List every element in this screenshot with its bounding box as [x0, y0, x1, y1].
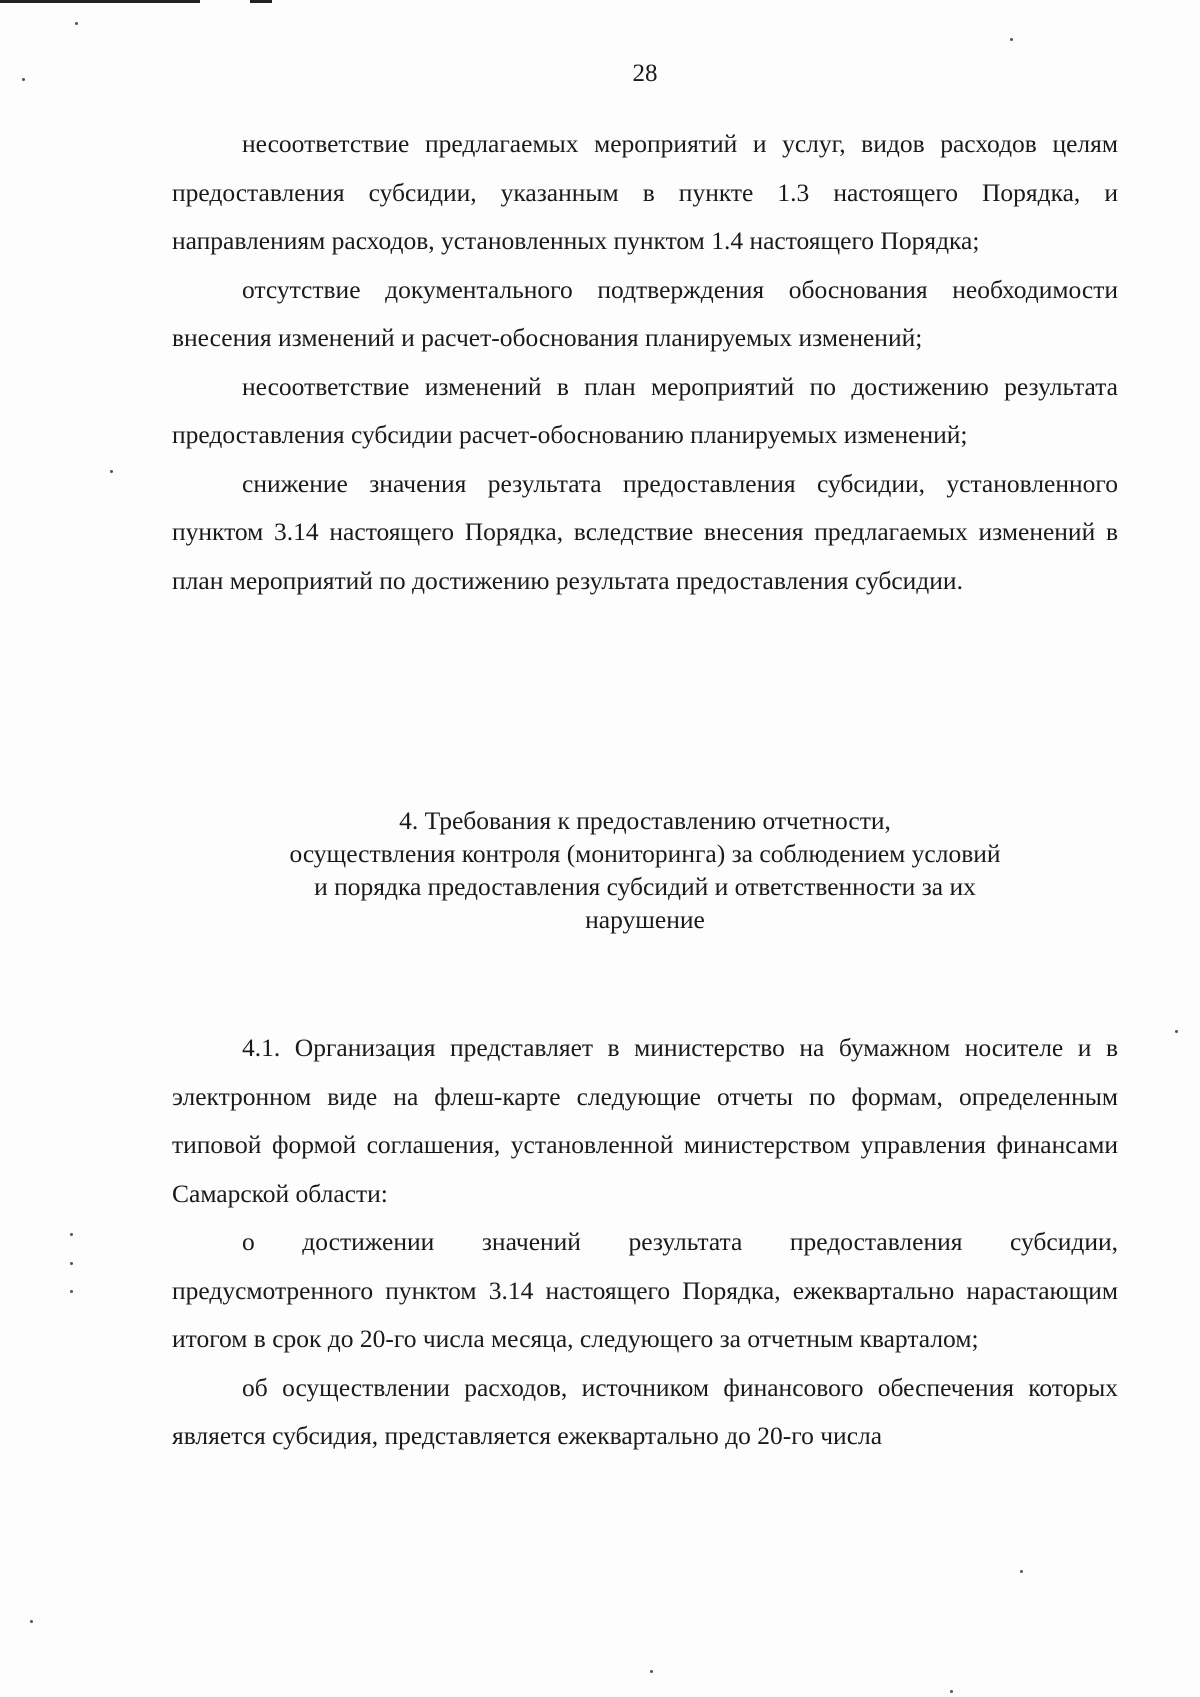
scan-speck — [70, 1262, 73, 1265]
scan-speck — [22, 78, 25, 81]
scan-speck — [30, 1620, 33, 1623]
scan-speck — [70, 1290, 73, 1293]
scan-speck — [110, 470, 113, 473]
scan-speck — [1010, 38, 1013, 41]
scan-speck — [1020, 1570, 1023, 1573]
section-heading-line: нарушение — [585, 905, 705, 934]
scan-edge-mark — [0, 0, 200, 3]
scan-speck — [650, 1670, 653, 1673]
body-text-bottom — [172, 1024, 1118, 1461]
paragraph: несоответствие предлагаемых мероприятий и услуг, видов расходов целям предоставления субсидии, указанным в пункте 1.3 настоящего Порядка, и направлениям расходов, установленных пунктом 1.4 настоящего Порядка; — [172, 129, 1118, 255]
scan-edge-mark — [250, 0, 272, 3]
section-heading-line: 4. Требования к предоставлению отчетности, — [399, 806, 891, 835]
body-text-top — [172, 120, 1118, 605]
scan-speck — [950, 1690, 953, 1693]
page-number: 28 — [632, 60, 658, 87]
scan-speck — [1175, 1030, 1178, 1033]
scan-speck — [70, 1233, 73, 1236]
paragraph: отсутствие документального подтверждения обоснования необходимости внесения изменений и расчет-обоснования планируемых изменений; — [172, 274, 1118, 352]
paragraph: о достижении значений результата предоставления субсидии, предусмотренного пунктом 3.14 настоящего Порядка, ежеквартально нарастающим итогом в срок до 20-го числа месяца, следующего за отчетным кварталом; — [172, 1227, 1118, 1353]
paragraph: 4.1. Организация представляет в министерство на бумажном носителе и в электронном виде на флеш-карте следующие отчеты по формам, определенным типовой формой соглашения, установленной министерством управления финансами Самарской области: — [172, 1033, 1118, 1208]
section-heading-line: осуществления контроля (мониторинга) за соблюдением условий — [289, 839, 1001, 868]
paragraph: снижение значения результата предоставления субсидии, установленного пунктом 3.14 настоящего Порядка, вследствие внесения предлагаемых изменений в план мероприятий по достижению результата предоставления субсидии. — [172, 468, 1118, 595]
section-heading-line: и порядка предоставления субсидий и ответственности за их — [314, 872, 976, 901]
section-heading — [172, 804, 1118, 936]
paragraph: несоответствие изменений в план мероприятий по достижению результата предоставления субсидии расчет-обоснованию планируемых изменений; — [172, 371, 1118, 449]
scan-speck — [75, 22, 78, 25]
paragraph: об осуществлении расходов, источником финансового обеспечения которых является субсидия, представляется ежеквартально до 20-го числа — [172, 1372, 1118, 1450]
